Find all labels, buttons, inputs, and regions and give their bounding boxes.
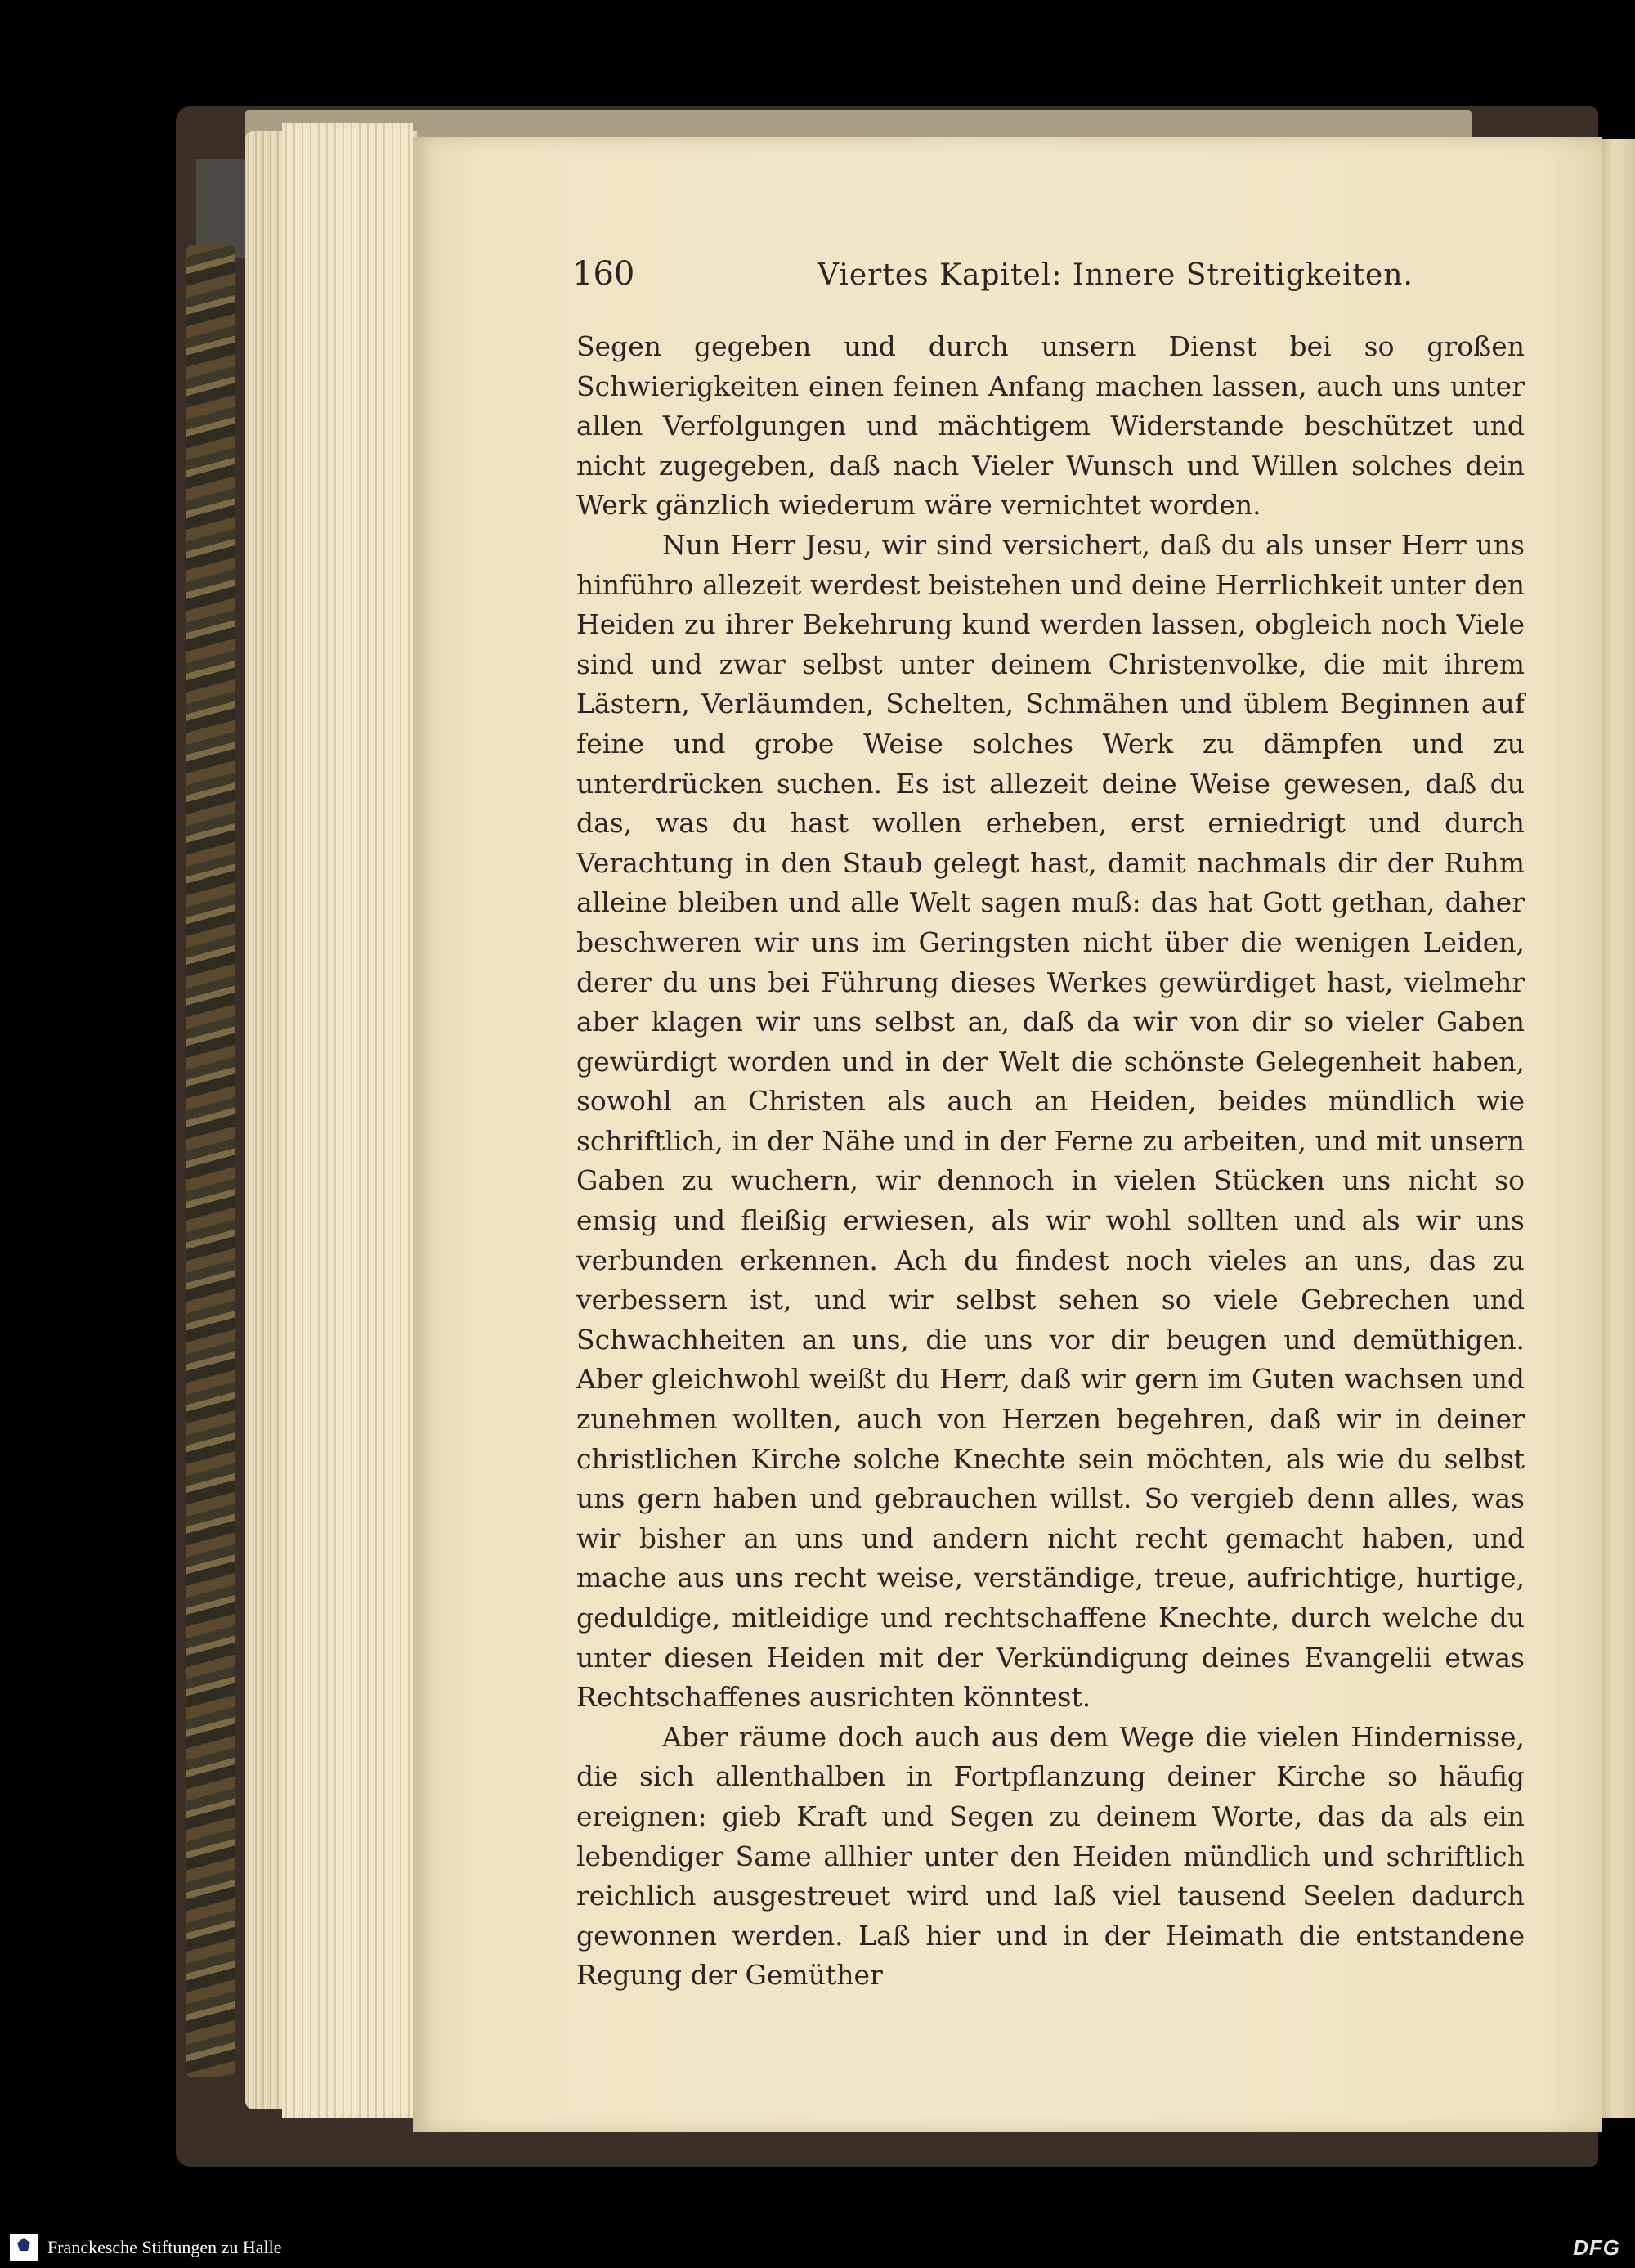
paragraph-continuation: Segen gegeben und durch unsern Dienst bei so großen Schwierigkeiten einen feinen Anfang machen lassen, auch uns unter allen Verfolgungen und mächtigem Widerstande beschützet und nicht zugegeben, daß nach Vieler Wunsch und Willen solches dein Werk gänzlich wiederum wäre vernichtet worden. [576, 330, 1525, 522]
page-number: 160 [572, 255, 635, 293]
institution-name: Franckesche Stiftungen zu Halle [47, 2237, 282, 2257]
running-head [572, 255, 1529, 304]
chapter-title: Viertes Kapitel: Innere Streitigkeiten. [818, 258, 1413, 292]
institution-logo-icon [10, 2234, 38, 2261]
facing-page-edge [1601, 139, 1635, 2118]
paragraph: Nun Herr Jesu, wir sind versichert, daß du als unser Herr uns hinführo allezeit werdest beistehen und deine Herrlichkeit unter den Heiden zu ihrer Bekehrung kund werden lassen, obgleich noch Viele sind und zwar selbst unter deinem Christenvolke, die mit ihrem Lästern, Verläumden, Schelten, Schmähen und üblem Beginnen auf feine und grobe Weise solches Werk zu dämpfen und zu unterdrücken suchen. Es ist allezeit deine Weise gewesen, daß du das, was du hast wollen erheben, erst erniedrigt und durch Verachtung in den Staub gelegt hast, damit nachmals dir der Ruhm alleine bleiben und alle Welt sagen muß: das hat Gott gethan, daher beschweren wir uns im Geringsten nicht über die wenigen Leiden, derer du uns bei Führung dieses Werkes gewürdiget hast, vielmehr aber klagen wir uns selbst an, daß da wir von dir so vieler Gaben gewürdigt worden und in der Welt die schönste Gelegenheit haben, sowohl an Christen als auch an Heiden, beides mündlich wie schriftlich, in der Nähe und in der Ferne zu arbeiten, und mit unsern Gaben zu wuchern, wir dennoch in vielen Stücken uns nicht so emsig und fleißig erwiesen, als wir wohl sollten und als wir uns verbunden erkennen. Ach du findest noch vieles an uns, das zu verbessern ist, und wir selbst sehen so viele Gebrechen und Schwachheiten an uns, die uns vor dir beugen und demüthigen. Aber gleichwohl weißt du Herr, daß wir gern im Guten wachsen und zunehmen wollten, auch von Herzen begehren, daß wir in deiner christlichen Kirche solche Knechte sein möchten, als wie du selbst uns gern haben und gebrauchen willst. So vergieb denn alles, was wir bisher an uns und andern nicht recht gemacht haben, und mache aus uns recht weise, verständige, treue, aufrichtige, hurtige, geduldige, mitleidige und rechtschaffene Knechte, durch welche du unter diesen Heiden mit der Verkündigung deines Evangelii etwas Rechtschaffenes ausrichten könntest. [576, 528, 1525, 1714]
dfg-logo: DFG [1573, 2235, 1620, 2260]
body-text [576, 327, 1525, 1996]
viewer-footer-bar [0, 2227, 1635, 2268]
marbled-cover-edge [186, 245, 235, 2077]
paragraph: Aber räume doch auch aus dem Wege die vielen Hindernisse, die sich allenthalben in Fortpflanzung deiner Kirche so häufig ereignen: gieb Kraft und Segen zu deinem Worte, das da als ein lebendiger Same allhier unter den Heiden mündlich und schriftlich reichlich ausgestreuet wird und laß viel tausend Seelen dadurch gewonnen werden. Laß hier und in der Heimath die entstandene Regung der Gemüther [576, 1720, 1525, 1992]
page-stack-front [282, 123, 413, 2118]
